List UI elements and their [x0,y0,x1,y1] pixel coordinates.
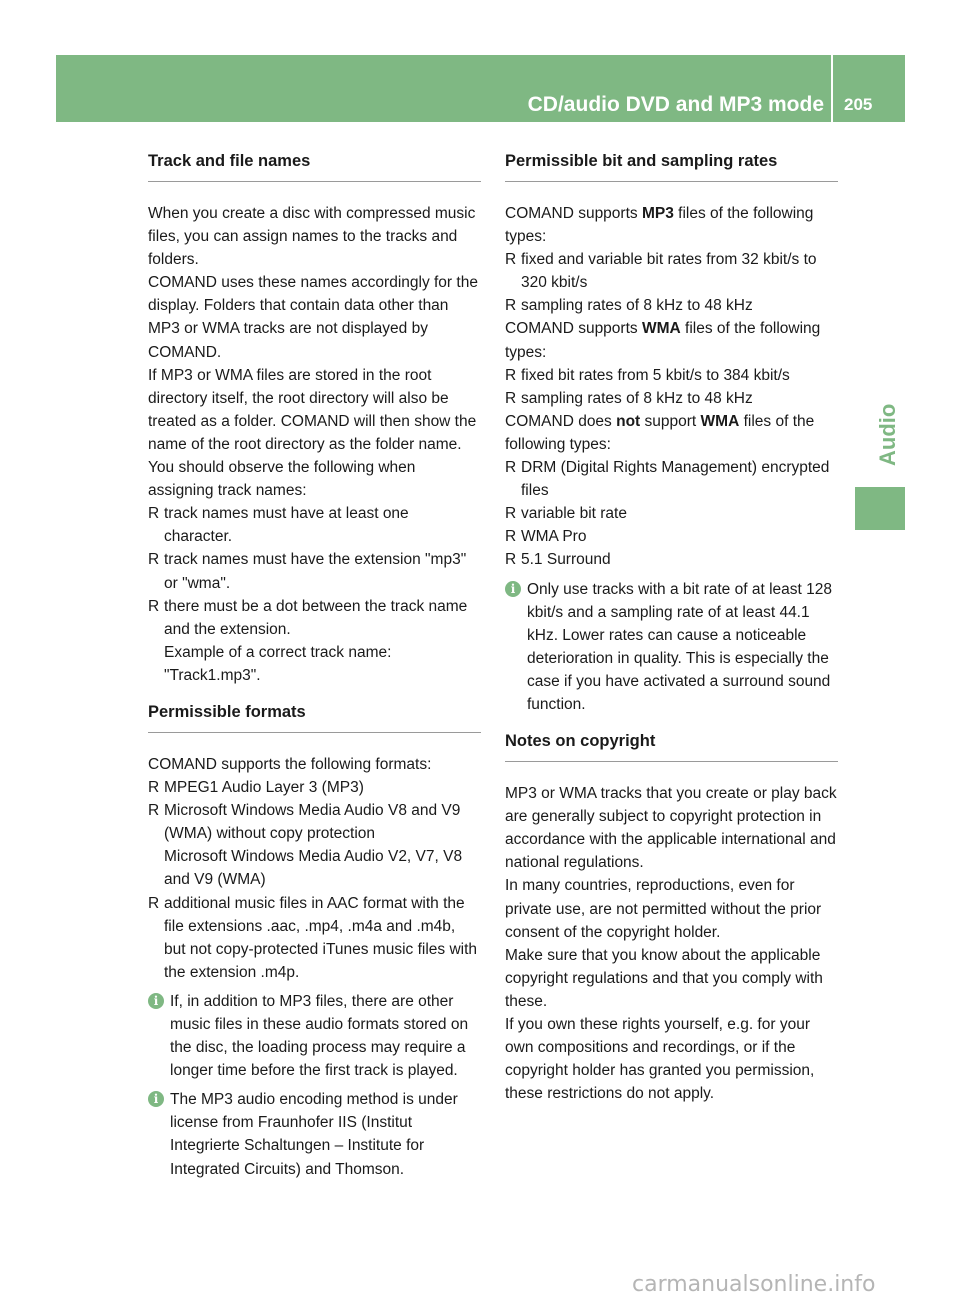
bullet: R [505,389,517,407]
list-item-text: DRM (Digital Rights Management) encrypted files [521,459,830,500]
paragraph: Make sure that you know about the applicable copyright regulations and that you comply with these. [505,946,823,1010]
side-tab-block [855,487,905,530]
bullet: R [505,251,517,269]
paragraph: If you own these rights yourself, e.g. for your own compositions and recordings, or if the copyright holder has granted you permission, these restrictions do not apply. [505,1016,815,1103]
side-tab [855,136,900,476]
bullet: R [148,779,160,797]
list-item [505,248,838,294]
list-item-text: Microsoft Windows Media Audio V8 and V9 (WMA) without copy protection [164,802,461,843]
bullet: R [505,366,517,384]
paragraph: If MP3 or WMA files are stored in the root directory itself, the root directory will also be treated as a folder. COMAND will then show the name of the root directory as the folder name. [148,366,477,453]
heading-bit-rates: Permissible bit and sampling rates [505,150,838,182]
info-note [148,1088,481,1180]
bold-text: MP3 [641,205,674,222]
text: support [640,412,701,430]
text: files of the following types: [505,205,814,246]
list-item [148,799,481,845]
header-bar [56,55,905,122]
bold-text: WMA [641,320,681,338]
text: files of the following types: [505,320,821,361]
paragraph: In many countries, reproductions, even for private use, are not permitted without the prior consent of the copyright holder. [505,877,822,941]
header-divider [831,55,833,122]
paragraph [505,410,838,456]
bullet: R [505,528,517,546]
list-item [148,595,481,641]
list-item [148,548,481,594]
text: COMAND supports [505,205,642,222]
info-note [148,990,481,1082]
right-column [505,150,838,1105]
bullet: R [505,505,517,523]
list-item-text: variable bit rate [521,505,627,523]
paragraph [505,202,838,248]
list-item [505,364,838,387]
list-item-text: there must be a dot between the track name and the extension. [164,597,468,638]
bullet: R [505,297,517,315]
text: COMAND supports [505,320,642,338]
example-text: Example of a correct track name: "Track1.mp3". [164,643,392,684]
bullet: R [505,551,517,569]
info-text: Only use tracks with a bit rate of at least 128 kbit/s and a sampling rate of at least 44.1 kHz. Lower rates can cause a noticeable deterioration in quality. This is especially the case if you have activated a surround sound function. [527,580,832,713]
side-tab-label: Audio [875,403,900,466]
bullet: R [148,802,160,820]
list-item-text: track names must have at least one character. [164,505,409,546]
list-item [148,502,481,548]
paragraph: COMAND uses these names accordingly for the display. Folders that contain data other than MP3 or WMA tracks are not displayed by COMAND. [148,274,478,361]
watermark: carmanualsonline.info [632,1272,876,1297]
bullet: R [148,505,160,523]
list-item [505,502,838,525]
text: files of the following types: [505,412,815,453]
paragraph [505,317,838,363]
list-subtext: Microsoft Windows Media Audio V2, V7, V8 and V9 (WMA) [164,848,463,889]
bullet: R [148,597,160,615]
bullet: R [148,551,160,569]
paragraph: When you create a disc with compressed music files, you can assign names to the tracks and folders. [148,205,476,269]
list-item-text: sampling rates of 8 kHz to 48 kHz [521,389,753,407]
list-item [148,892,481,984]
text: COMAND does [505,412,617,430]
info-icon: i [148,993,164,1009]
list-item-text: additional music files in AAC format with the file extensions .aac, .mp4, .m4a and .m4b, but not copy-protected iTunes music files with the extension .m4p. [164,894,478,981]
heading-copyright: Notes on copyright [505,730,838,762]
info-text: The MP3 audio encoding method is under license from Fraunhofer IIS (Institut Integrierte Schaltungen – Institute for Integrated Circuits) and Thomson. [170,1091,458,1178]
paragraph: COMAND supports the following formats: [148,755,432,773]
list-item [505,456,838,502]
list-item-text: fixed and variable bit rates from 32 kbit/s to 320 kbit/s [521,251,817,292]
section-title: CD/audio DVD and MP3 mode [527,93,824,116]
list-item [505,294,838,317]
bullet: R [505,459,517,477]
info-text: If, in addition to MP3 files, there are other music files in these audio formats stored on the disc, the loading process may require a longer time before the first track is played. [170,992,469,1080]
list-item-text: 5.1 Surround [521,551,611,569]
list-item-text: WMA Pro [521,528,587,546]
list-item [505,525,838,548]
list-item-text: fixed bit rates from 5 kbit/s to 384 kbit/s [521,366,790,384]
left-column [148,150,481,1181]
paragraph: MP3 or WMA tracks that you create or play back are generally subject to copyright protection in accordance with the applicable international and national regulations. [505,785,837,872]
list-item [505,548,838,571]
info-icon: i [148,1091,164,1107]
list-item-text: sampling rates of 8 kHz to 48 kHz [521,297,753,315]
bold-text: WMA [700,412,740,430]
list-item-text: MPEG1 Audio Layer 3 (MP3) [164,779,364,797]
bullet: R [148,894,160,912]
list-item-text: track names must have the extension "mp3" or "wma". [164,551,467,592]
heading-track-names: Track and file names [148,150,481,182]
list-item [505,387,838,410]
page-number: 205 [844,95,873,114]
heading-permissible-formats: Permissible formats [148,701,481,733]
info-icon: i [505,581,521,597]
bold-text: not [616,412,641,430]
list-item [148,776,481,799]
info-note [505,578,838,717]
paragraph: You should observe the following when assigning track names: [148,459,416,500]
